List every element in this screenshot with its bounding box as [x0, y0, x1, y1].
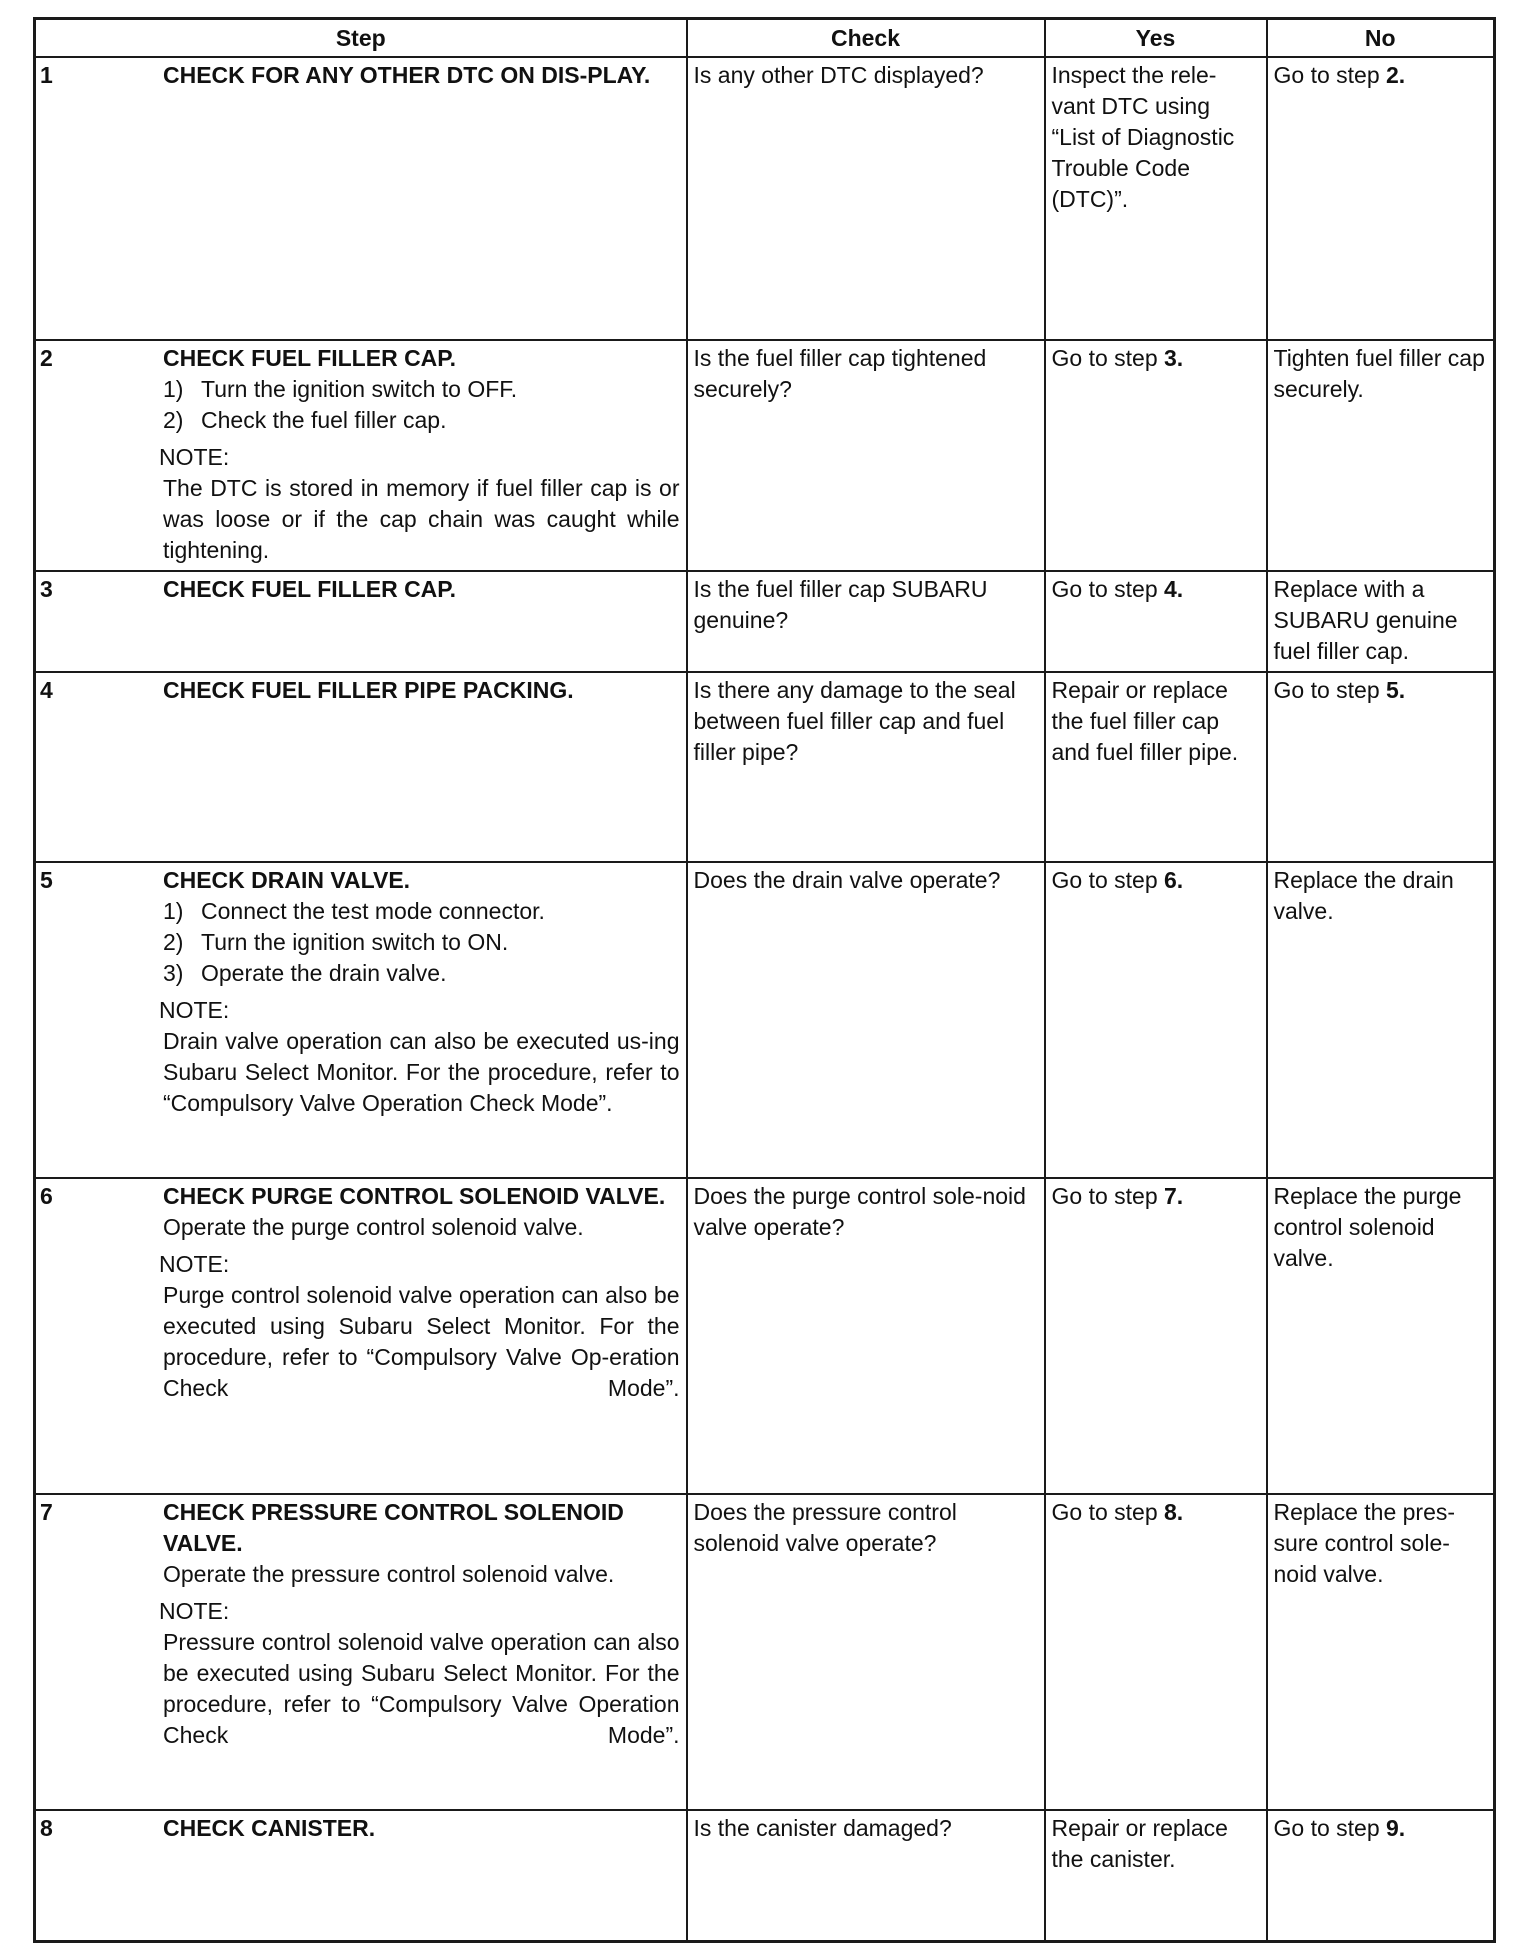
note-label: NOTE:: [159, 444, 230, 470]
step-instruction: [163, 1212, 680, 1243]
step-body: [159, 1497, 680, 1751]
no-step-reference: 9.: [1386, 1815, 1406, 1841]
no-cell: [1267, 1810, 1495, 1941]
table-row: [35, 571, 1495, 672]
no-cell: [1267, 340, 1495, 571]
no-action-text: Replace the pres-sure control sole-noid valve.: [1273, 1499, 1456, 1587]
column-header-step: Step: [35, 19, 687, 58]
check-cell: Is the fuel filler cap SUBARU genuine?: [687, 571, 1045, 672]
step-instruction-text: Check the fuel filler cap.: [201, 407, 447, 433]
step-title: CHECK PRESSURE CONTROL SOLENOID VALVE.: [163, 1499, 624, 1556]
step-number: 8: [40, 1815, 53, 1841]
step-number: 2: [40, 345, 53, 371]
step-body: [163, 60, 680, 91]
step-number: 4: [40, 677, 53, 703]
step-number: 3: [40, 576, 53, 602]
step-title: CHECK DRAIN VALVE.: [163, 867, 411, 893]
yes-cell: [1045, 571, 1267, 672]
step-instruction-number: 1): [163, 376, 184, 402]
no-cell: [1267, 862, 1495, 1178]
step-instruction-number: 2): [163, 929, 184, 955]
step-cell: [35, 1178, 687, 1494]
table-header-row: [35, 19, 1495, 58]
note-label: NOTE:: [159, 1598, 230, 1624]
step-instruction-number: 2): [163, 407, 184, 433]
step-instruction: [163, 896, 680, 927]
yes-step-reference: 4.: [1164, 576, 1184, 602]
step-title: CHECK CANISTER.: [163, 1815, 376, 1841]
yes-cell: [1045, 57, 1267, 340]
column-header-yes: Yes: [1045, 19, 1267, 58]
yes-cell: [1045, 1178, 1267, 1494]
yes-cell: [1045, 862, 1267, 1178]
no-cell: [1267, 571, 1495, 672]
yes-step-reference: 3.: [1164, 345, 1184, 371]
step-cell: [35, 571, 687, 672]
table-row: [35, 340, 1495, 571]
step-title: CHECK FOR ANY OTHER DTC ON DIS-PLAY.: [163, 62, 651, 88]
step-instruction: [163, 1559, 680, 1590]
yes-step-reference: 7.: [1164, 1183, 1184, 1209]
step-instruction-number: 1): [163, 898, 184, 924]
step-instruction-text: Operate the purge control solenoid valve.: [163, 1214, 584, 1240]
yes-action-text: Inspect the rele-vant DTC using “List of Diagnostic Trouble Code (DTC)”.: [1051, 62, 1235, 212]
step-instruction-text: Connect the test mode connector.: [201, 898, 545, 924]
step-body: [163, 1813, 680, 1844]
step-title: CHECK PURGE CONTROL SOLENOID VALVE.: [163, 1183, 666, 1209]
step-cell: [35, 1810, 687, 1941]
step-number: 1: [40, 62, 53, 88]
step-cell: [35, 57, 687, 340]
yes-action-text: Go to step: [1051, 576, 1165, 602]
step-number: 6: [40, 1183, 53, 1209]
yes-action-text: Go to step: [1051, 1183, 1165, 1209]
check-cell: Does the purge control sole-noid valve operate?: [687, 1178, 1045, 1494]
step-title: CHECK FUEL FILLER CAP.: [163, 576, 457, 602]
yes-cell: [1045, 1810, 1267, 1941]
yes-action-text: Go to step: [1051, 867, 1165, 893]
check-cell: Is the canister damaged?: [687, 1810, 1045, 1941]
step-cell: [35, 340, 687, 571]
yes-cell: [1045, 1494, 1267, 1810]
no-cell: [1267, 1494, 1495, 1810]
table-row: [35, 672, 1495, 862]
step-body: [159, 865, 680, 1119]
step-body: [163, 675, 680, 706]
step-instruction: [163, 405, 680, 436]
step-number: 7: [40, 1499, 53, 1525]
table-row: [35, 1810, 1495, 1941]
yes-action-text: Repair or replace the fuel filler cap and fuel filler pipe.: [1051, 677, 1239, 765]
column-header-no: No: [1267, 19, 1495, 58]
step-cell: [35, 672, 687, 862]
no-action-text: Replace with a SUBARU genuine fuel filler cap.: [1273, 576, 1458, 664]
no-action-text: Go to step: [1273, 1815, 1387, 1841]
step-body: [159, 1181, 680, 1404]
yes-cell: [1045, 672, 1267, 862]
step-title: CHECK FUEL FILLER PIPE PACKING.: [163, 677, 574, 703]
step-instruction-text: Turn the ignition switch to OFF.: [201, 376, 518, 402]
table-row: [35, 57, 1495, 340]
step-cell: [35, 862, 687, 1178]
note-label: NOTE:: [159, 1251, 230, 1277]
step-instruction: [163, 374, 680, 405]
step-instruction-text: Operate the pressure control solenoid valve.: [163, 1561, 615, 1587]
note-text: Pressure control solenoid valve operation can also be executed using Subaru Select Monitor. For the procedure, refer to “Compulsory Valve Operation Check Mode”.: [163, 1629, 680, 1748]
step-body: [159, 343, 680, 566]
no-step-reference: 5.: [1386, 677, 1406, 703]
check-cell: Is any other DTC displayed?: [687, 57, 1045, 340]
yes-action-text: Go to step: [1051, 345, 1165, 371]
check-cell: Does the pressure control solenoid valve operate?: [687, 1494, 1045, 1810]
no-action-text: Replace the purge control solenoid valve.: [1273, 1183, 1462, 1271]
no-cell: [1267, 57, 1495, 340]
yes-action-text: Repair or replace the canister.: [1051, 1815, 1228, 1872]
no-action-text: Replace the drain valve.: [1273, 867, 1454, 924]
note-text: Purge control solenoid valve operation can also be executed using Subaru Select Monitor. For the procedure, refer to “Compulsory Valve Op-eration Check Mode”.: [163, 1282, 680, 1401]
no-step-reference: 2.: [1386, 62, 1406, 88]
check-cell: Does the drain valve operate?: [687, 862, 1045, 1178]
step-cell: [35, 1494, 687, 1810]
step-instruction: [163, 958, 680, 989]
step-instruction-text: Turn the ignition switch to ON.: [201, 929, 509, 955]
yes-step-reference: 6.: [1164, 867, 1184, 893]
table-row: [35, 1494, 1495, 1810]
check-cell: Is the fuel filler cap tightened securely?: [687, 340, 1045, 571]
note-text: Drain valve operation can also be executed us-ing Subaru Select Monitor. For the procedure, refer to “Compulsory Valve Operation Check Mode”.: [163, 1028, 680, 1116]
diagnostic-procedure-table: [33, 17, 1496, 1943]
yes-cell: [1045, 340, 1267, 571]
step-body: [163, 574, 680, 605]
step-title: CHECK FUEL FILLER CAP.: [163, 345, 457, 371]
step-instruction: [163, 927, 680, 958]
table-row: [35, 1178, 1495, 1494]
check-cell: Is there any damage to the seal between fuel filler cap and fuel filler pipe?: [687, 672, 1045, 862]
step-number: 5: [40, 867, 53, 893]
column-header-check: Check: [687, 19, 1045, 58]
no-action-text: Tighten fuel filler cap securely.: [1273, 345, 1485, 402]
note-label: NOTE:: [159, 997, 230, 1023]
no-action-text: Go to step: [1273, 677, 1387, 703]
table-row: [35, 862, 1495, 1178]
step-instruction-text: Operate the drain valve.: [201, 960, 447, 986]
yes-action-text: Go to step: [1051, 1499, 1165, 1525]
no-cell: [1267, 1178, 1495, 1494]
table-body: [35, 57, 1495, 1941]
no-cell: [1267, 672, 1495, 862]
note-text: The DTC is stored in memory if fuel filler cap is or was loose or if the cap chain was caught while tightening.: [163, 475, 680, 563]
no-action-text: Go to step: [1273, 62, 1387, 88]
yes-step-reference: 8.: [1164, 1499, 1184, 1525]
step-instruction-number: 3): [163, 960, 184, 986]
